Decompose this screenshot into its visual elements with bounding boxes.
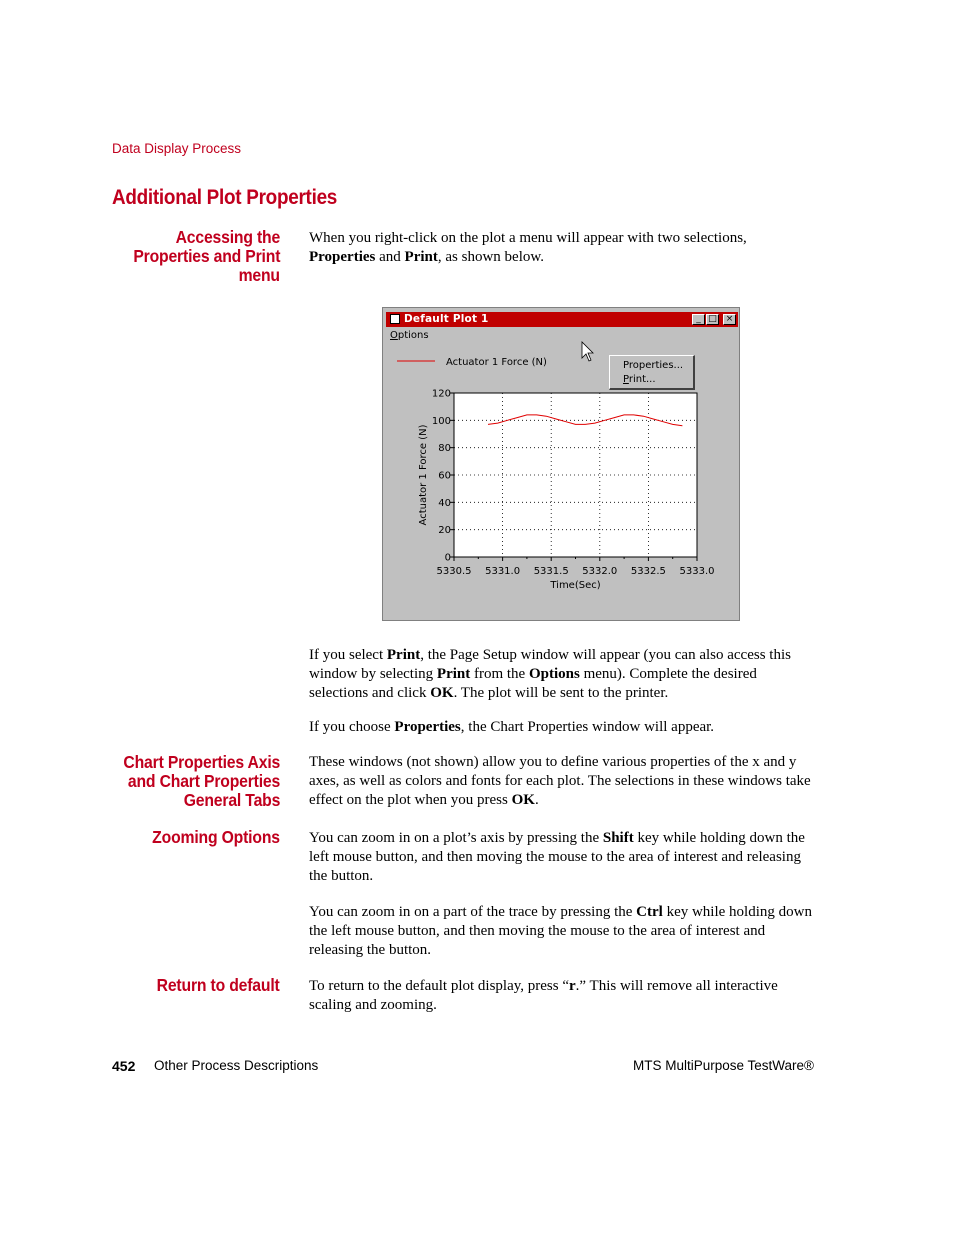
y-tick-label: 20 bbox=[438, 525, 451, 537]
page-number: 452 bbox=[112, 1058, 136, 1074]
y-axis-label: Actuator 1 Force (N) bbox=[418, 424, 429, 526]
maximize-icon[interactable]: □ bbox=[706, 314, 719, 325]
cursor-icon bbox=[582, 342, 593, 361]
close-icon[interactable]: × bbox=[723, 314, 736, 325]
footer-section: Other Process Descriptions bbox=[154, 1058, 319, 1073]
y-tick-label: 120 bbox=[431, 388, 451, 400]
menu-item-print[interactable]: Print... bbox=[623, 374, 656, 385]
y-tick-label: 100 bbox=[431, 415, 451, 427]
section-title: Additional Plot Properties bbox=[112, 186, 338, 209]
y-tick-label: 40 bbox=[438, 497, 451, 509]
paragraph-return-default: To return to the default plot display, press “r.” This will remove all interactive scaling and zooming. bbox=[309, 978, 778, 1013]
y-tick-label: 60 bbox=[438, 470, 451, 482]
paragraph-right-click: When you right-click on the plot a menu will appear with two selections, Properties and Print, as shown below. bbox=[309, 230, 747, 265]
heading-accessing-properties: Accessing the Properties and Print menu bbox=[133, 227, 280, 285]
x-tick-label: 5332.0 bbox=[582, 566, 618, 577]
heading-return-to-default: Return to default bbox=[157, 975, 280, 995]
paragraph-zoom-shift: You can zoom in on a plot’s axis by pressing the Shift key while holding down the left mouse button, and then moving the mouse to the area of interest and releasing the button. bbox=[309, 830, 805, 884]
x-tick-label: 5333.0 bbox=[679, 566, 715, 577]
heading-zooming-options: Zooming Options bbox=[152, 827, 280, 847]
y-tick-label: 0 bbox=[444, 552, 451, 564]
x-tick-label: 5332.5 bbox=[630, 566, 666, 577]
paragraph-zoom-ctrl: You can zoom in on a part of the trace by pressing the Ctrl key while holding down the left mouse button, and then moving the mouse to the area of interest and releasing the button. bbox=[309, 904, 812, 958]
breadcrumb: Data Display Process bbox=[112, 141, 242, 156]
footer-product: MTS MultiPurpose TestWare® bbox=[633, 1058, 814, 1073]
x-tick-label: 5331.0 bbox=[485, 566, 521, 577]
legend-label: Actuator 1 Force (N) bbox=[446, 357, 547, 368]
x-tick-label: 5330.5 bbox=[436, 566, 472, 577]
y-tick-label: 80 bbox=[438, 443, 451, 455]
x-tick-label: 5331.5 bbox=[533, 566, 569, 577]
plot-window-screenshot bbox=[382, 307, 740, 621]
window-title: Default Plot 1 bbox=[404, 313, 489, 325]
paragraph-print: If you select Print, the Page Setup window will appear (you can also access this window by selecting Print from the Options menu). Complete the desired selections and click OK. The plot will be sent to the printer. bbox=[309, 647, 791, 701]
minimize-icon[interactable]: _ bbox=[692, 314, 705, 325]
context-menu bbox=[609, 355, 695, 390]
paragraph-properties: If you choose Properties, the Chart Properties window will appear. bbox=[309, 719, 715, 735]
menu-options[interactable]: Options bbox=[390, 330, 429, 341]
heading-chart-properties: Chart Properties Axis and Chart Properties General Tabs bbox=[123, 752, 280, 810]
paragraph-chart-windows: These windows (not shown) allow you to define various properties of the x and y axes, as well as colors and fonts for each plot. The selections in these windows take effect on the plot when you press OK. bbox=[309, 754, 811, 808]
x-axis-label: Time(Sec) bbox=[550, 580, 601, 591]
menu-item-properties[interactable]: Properties... bbox=[623, 360, 684, 371]
